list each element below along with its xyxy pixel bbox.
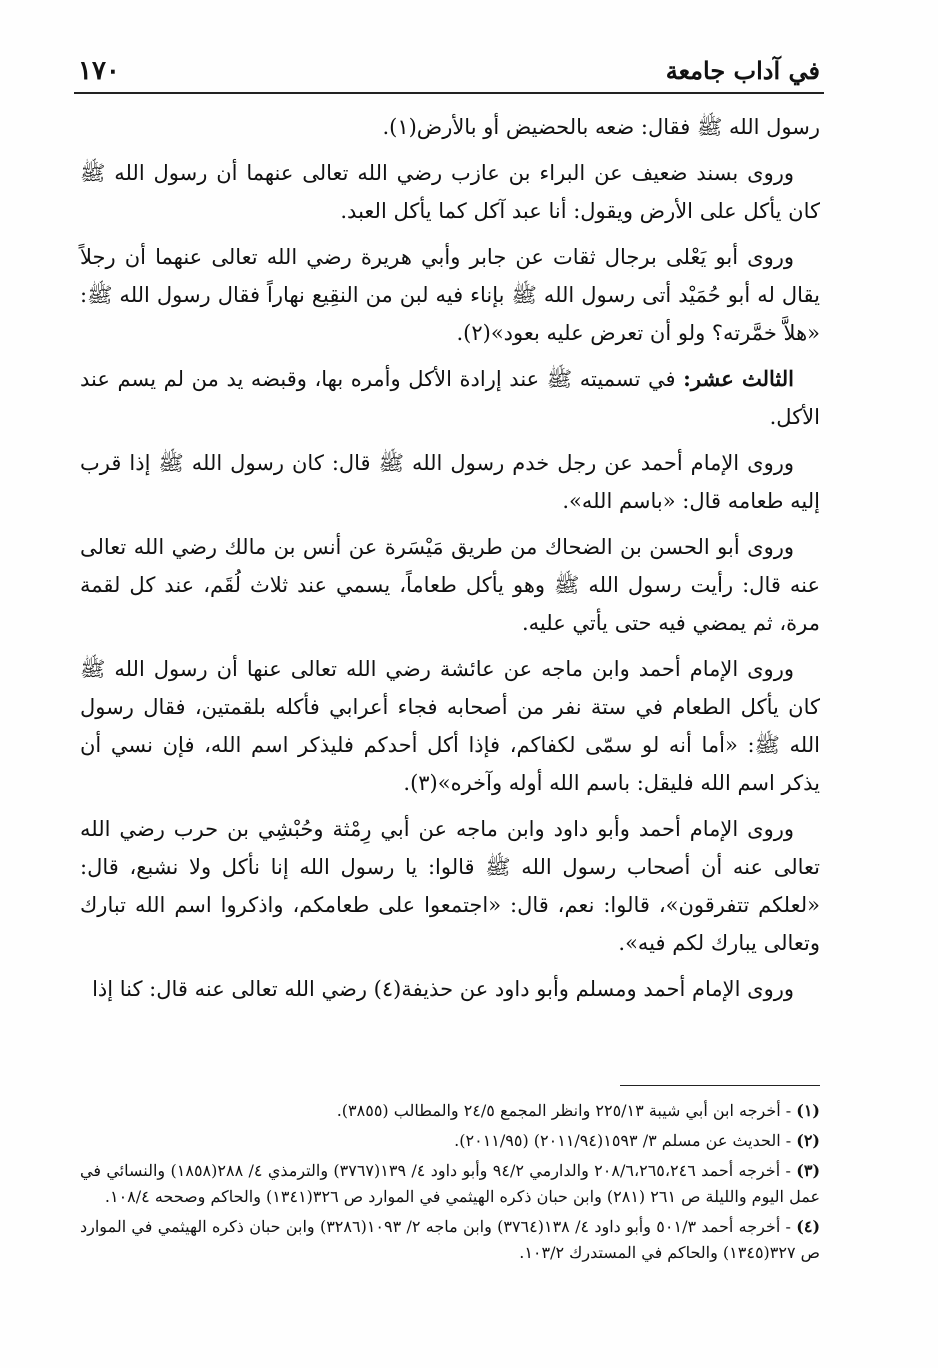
paragraph: وروى الإمام أحمد وأبو داود وابن ماجه عن أبي رِمْثة وحُبْشِي بن حرب رضي الله تعالى عنه أن أصحاب رسول الله ﷺ قالوا: يا رسول الله إنا نأكل ولا نشبع، قال: «لعلكم تتفرقون»، قالوا: نعم، قال: «اجتمعوا على طعامكم، واذكروا اسم الله تبارك وتعالى يبارك لكم فيه».: [80, 817, 820, 955]
footnote-divider: [620, 1085, 820, 1086]
header-divider: [74, 92, 824, 94]
paragraph: رسول الله ﷺ فقال: ضعه بالحضيض أو بالأرض(١).: [382, 115, 820, 139]
footnotes: [80, 1098, 820, 1270]
footnote-text: - أخرجه أحمد ٢٠٨/٦،٢٦٥،٢٤٦ والدارمي ٩٤/٢ وأبو داود ٤/ ١٣٩(٣٧٦٧) والترمذي ٤/ ٢٨٨(١٨٥٨) والنسائي في عمل اليوم والليلة ص ٢٦١ (٢٨١) وابن حبان ذكره الهيثمي في الموارد ص ٣٢٦(١٣٤١) والحاكم وصححه ١٠٨/٤.: [80, 1161, 820, 1206]
paragraph: وروى أبو الحسن بن الضحاك من طريق مَيْسَرة عن أنس بن مالك رضي الله تعالى عنه قال: رأيت رسول الله ﷺ وهو يأكل طعاماً، يسمي عند ثلاث لُقَم، عند كل لقمة مرة، ثم يمضي فيه حتى يأتي عليه.: [80, 535, 820, 635]
section-text: في تسميته ﷺ عند إرادة الأكل وأمره بها، وقبضه يد من لم يسم عند الأكل.: [80, 367, 820, 429]
footnote: [80, 1098, 820, 1124]
paragraph: وروى أبو يَعْلى برجال ثقات عن جابر وأبي هريرة رضي الله تعالى عنهما أن رجلاً يقال له أبو حُمَيْد أتى رسول الله ﷺ بإناء فيه لبن من النقِيع نهاراً فقال رسول الله ﷺ: «هلاَّ خمَّرته؟ ولو أن تعرض عليه بعود»(٢).: [80, 245, 820, 345]
footnote-number: (١): [796, 1101, 820, 1120]
footnote-number: (٢): [796, 1131, 820, 1150]
footnote: [80, 1128, 820, 1154]
footnote: [80, 1214, 820, 1266]
page-header: [78, 52, 820, 92]
footnote-number: (٣): [796, 1161, 821, 1180]
page-number: ١٧٠: [78, 56, 120, 86]
footnote-text: - أخرجه أحمد ٥٠١/٣ وأبو داود ٤/ ١٣٨(٣٧٦٤) وابن ماجه ٢/ ١٠٩٣(٣٢٨٦) وابن حبان ذكره الهيثمي في الموارد ص ٣٢٧(١٣٤٥) والحاكم في المستدرك ١٠٣/٢.: [80, 1217, 820, 1262]
paragraph: وروى الإمام أحمد ومسلم وأبو داود عن حذيفة(٤) رضي الله تعالى عنه قال: كنا إذا: [92, 977, 794, 1001]
paragraph: وروى بسند ضعيف عن البراء بن عازب رضي الله تعالى عنهما أن رسول الله ﷺ كان يأكل على الأرض ويقول: أنا عبد آكل كما يأكل العبد.: [80, 161, 820, 223]
paragraph: وروى الإمام أحمد عن رجل خدم رسول الله ﷺ قال: كان رسول الله ﷺ إذا قرب إليه طعامه قال: «باسم الله».: [80, 451, 820, 513]
section-heading-paragraph: [80, 360, 820, 436]
running-title: في آداب جامعة: [665, 56, 820, 85]
main-text: [80, 108, 820, 1016]
section-lead: الثالث عشر:: [683, 366, 794, 391]
footnote-number: (٤): [796, 1217, 821, 1236]
footnote: [80, 1158, 820, 1210]
footnote-text: - الحديث عن مسلم ٣/ ١٥٩٣(٢٠١١/٩٤) (٢٠١١/٩٥).: [454, 1131, 797, 1150]
paragraph: وروى الإمام أحمد وابن ماجه عن عائشة رضي الله تعالى عنها أن رسول الله ﷺ كان يأكل الطعام في ستة نفر من أصحابه فجاء أعرابي فأكله بلقمتين، فقال رسول الله ﷺ: «أما أنه لو سمّى لكفاكم، فإذا أكل أحدكم فليذكر اسم الله، فإن نسي أن يذكر اسم الله فليقل: باسم الله أوله وآخره»(٣).: [80, 657, 820, 795]
footnote-text: - أخرجه ابن أبي شيبة ٢٢٥/١٣ وانظر المجمع ٢٤/٥ والمطالب (٣٨٥٥).: [336, 1101, 797, 1120]
